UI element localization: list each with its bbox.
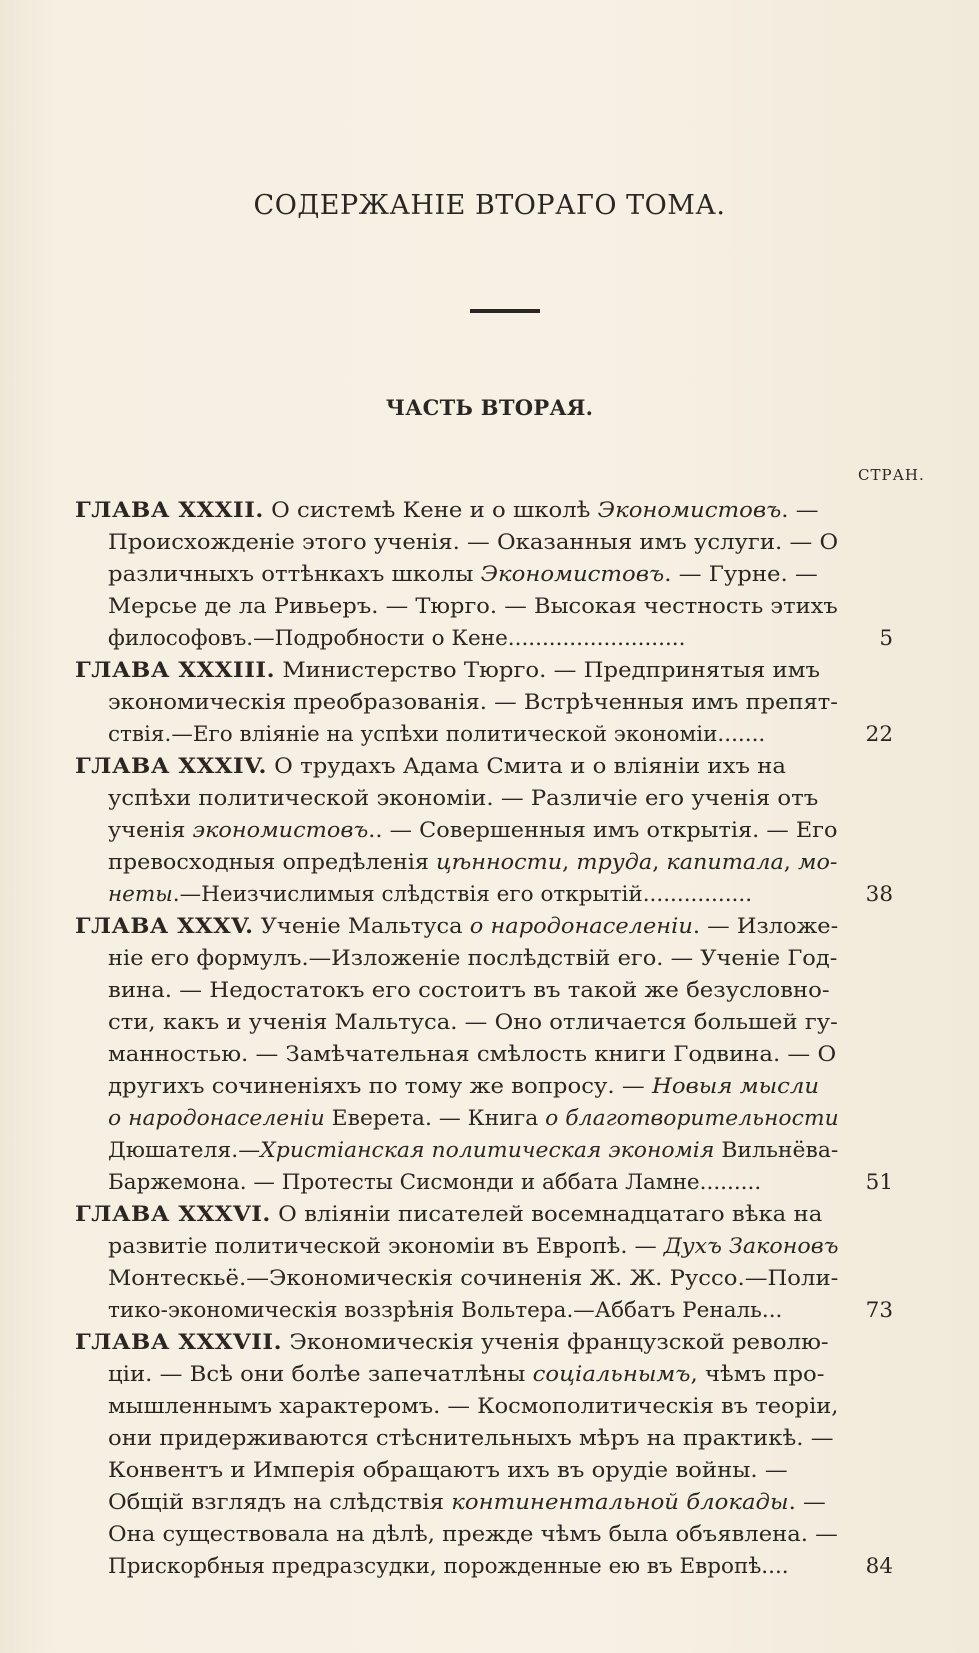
text-run: Мерсье де ла Ривьеръ. — Тюрго. — Высокая честность этихъ	[108, 594, 838, 619]
line-text	[108, 1295, 782, 1327]
italic-term: труда	[576, 850, 653, 875]
italic-term: капитала	[666, 850, 784, 875]
italic-term: Экономистовъ	[480, 562, 665, 587]
chapter-summary-line	[0, 879, 893, 911]
text-run: Вильнёва-	[714, 1138, 839, 1163]
text-run: различныхъ оттѣнкахъ школы	[108, 562, 481, 587]
chapter-number: ГЛАВА XXXVI.	[75, 1202, 271, 1227]
text-run: . — Изложе-	[692, 914, 839, 939]
chapter-summary-line	[0, 687, 893, 719]
chapter-number: ГЛАВА XXXII.	[75, 498, 264, 523]
chapter-summary-line	[0, 1135, 893, 1167]
line-text	[75, 495, 819, 527]
chapter-number: ГЛАВА XXXVII.	[75, 1330, 283, 1355]
text-run: Общій взглядъ на слѣдствія	[108, 1490, 452, 1515]
text-run: Баржемона. — Протесты Сисмонди и аббата Ламне.........	[108, 1170, 762, 1195]
line-text	[108, 1231, 838, 1263]
text-run: . — Гурне. —	[664, 562, 818, 587]
text-run: Конвентъ и Имперія обращаютъ ихъ въ орудіе войны. —	[108, 1458, 788, 1483]
text-run: Ученіе Мальтуса	[253, 914, 470, 939]
chapter-summary-line	[0, 1007, 893, 1039]
italic-term: Экономистовъ	[597, 498, 782, 523]
line-text	[75, 751, 786, 783]
chapter-summary-line	[0, 527, 893, 559]
italic-term: Новыя мысли	[651, 1074, 820, 1099]
line-text	[108, 623, 685, 655]
italic-term: о народонаселеніи	[108, 1106, 325, 1131]
text-run: вина. — Недостатокъ его состоитъ въ такой же безусловно-	[108, 978, 830, 1003]
line-text	[108, 783, 818, 815]
line-text	[108, 879, 752, 911]
text-run: Еверета. — Книга	[324, 1106, 546, 1131]
text-run: О трудахъ Адама Смита и о вліяніи ихъ на	[266, 754, 786, 779]
chapter-summary-line	[0, 783, 893, 815]
chapter-summary-line	[0, 623, 893, 655]
italic-term: неты	[108, 882, 173, 907]
page-number: 51	[865, 1170, 893, 1195]
chapter-heading-line	[0, 1327, 893, 1359]
italic-term: континентальной блокады	[451, 1490, 789, 1515]
page-number: 38	[865, 882, 893, 907]
chapter-summary-line	[0, 1263, 893, 1295]
line-text	[108, 527, 838, 559]
line-text	[108, 1423, 833, 1455]
chapter-summary-line	[0, 719, 893, 751]
line-text	[108, 1039, 836, 1071]
line-text	[108, 1135, 838, 1167]
chapter-summary-line	[0, 1455, 893, 1487]
text-run: , чѣмъ про-	[690, 1362, 825, 1387]
italic-term: о народонаселеніи	[469, 914, 693, 939]
line-text	[108, 1519, 838, 1551]
line-text	[108, 847, 837, 879]
chapter-heading-line	[0, 655, 893, 687]
chapter-heading-line	[0, 495, 893, 527]
line-text	[108, 1007, 838, 1039]
chapter-summary-line	[0, 1359, 893, 1391]
page-number: 73	[865, 1298, 893, 1323]
line-text	[108, 815, 837, 847]
line-text	[108, 943, 837, 975]
text-run: философовъ.—Подробности о Кене..........................	[108, 626, 686, 651]
line-text	[75, 1199, 822, 1231]
page-title: СОДЕРЖАНІЕ ВТОРАГО ТОМА.	[253, 190, 726, 221]
text-run: экономическія преобразованія. — Встрѣченныя имъ препят-	[108, 690, 838, 715]
line-text	[75, 1327, 829, 1359]
chapter-number: ГЛАВА XXXIII.	[75, 658, 276, 683]
text-run: развитіе политической экономіи въ Европѣ. —	[108, 1234, 664, 1259]
text-run: тико-экономическія воззрѣнія Вольтера.—Аббатъ Реналь...	[108, 1298, 783, 1323]
line-text	[108, 687, 838, 719]
line-text	[108, 975, 830, 1007]
chapter-summary-line	[0, 559, 893, 591]
text-run: ціи. — Всѣ они болѣе запечатлѣны	[108, 1362, 533, 1387]
italic-term: соціальнымъ	[532, 1362, 691, 1387]
line-text	[108, 559, 818, 591]
chapter-summary-line	[0, 1167, 893, 1199]
page-number: 5	[879, 626, 893, 651]
line-text	[108, 1103, 839, 1135]
chapter-heading-line	[0, 911, 893, 943]
line-text	[108, 1071, 819, 1103]
text-run: Прискорбныя предразсудки, порожденные ею въ Европѣ....	[108, 1554, 789, 1579]
italic-term: о благотворительности	[545, 1106, 839, 1131]
text-run: Монтескьё.—Экономическія сочиненія Ж. Ж. Руссо.—Поли-	[108, 1266, 839, 1291]
line-text	[108, 1263, 838, 1295]
line-text	[75, 911, 838, 943]
text-run: ученія	[108, 818, 193, 843]
chapter-summary-line	[0, 1519, 893, 1551]
text-run: . —	[781, 498, 819, 523]
chapter-summary-line	[0, 1487, 893, 1519]
line-text	[108, 1487, 826, 1519]
line-text	[108, 1551, 789, 1583]
text-run: успѣхи политической экономіи. — Различіе его ученія отъ	[108, 786, 819, 811]
chapter-summary-line	[0, 1231, 893, 1263]
chapter-heading-line	[0, 1199, 893, 1231]
italic-term: цѣнности	[436, 850, 563, 875]
chapter-summary-line	[0, 1039, 893, 1071]
line-text	[108, 719, 765, 751]
page-number: 22	[865, 722, 893, 747]
chapter-number: ГЛАВА XXXV.	[75, 914, 254, 939]
text-run: ,	[562, 850, 577, 875]
text-run: мышленнымъ характеромъ. — Космополитическія въ теоріи,	[108, 1394, 839, 1419]
text-run: ніе его формулъ.—Изложеніе послѣдствій его. — Ученіе Год-	[108, 946, 838, 971]
part-heading: ЧАСТЬ ВТОРАЯ.	[385, 395, 594, 420]
chapter-summary-line	[0, 1103, 893, 1135]
text-run: превосходныя опредѣленія	[108, 850, 437, 875]
italic-term: мо-	[797, 850, 838, 875]
chapter-summary-line	[0, 1423, 893, 1455]
line-text	[108, 1359, 824, 1391]
chapter-summary-line	[0, 1071, 893, 1103]
text-run: .—Неизчислимыя слѣдствія его открытій................	[172, 882, 753, 907]
chapter-number: ГЛАВА XXXIV.	[75, 754, 267, 779]
line-text	[75, 655, 820, 687]
chapter-summary-line	[0, 975, 893, 1007]
chapter-summary-line	[0, 1295, 893, 1327]
text-run: сти, какъ и ученія Мальтуса. — Оно отличается большей гу-	[108, 1010, 838, 1035]
text-run: другихъ сочиненіяхъ по тому же вопросу. —	[108, 1074, 652, 1099]
text-run: ,	[652, 850, 667, 875]
title-rule	[470, 309, 540, 313]
text-run: Дюшателя.—	[108, 1138, 261, 1163]
text-run: О системѣ Кене и о школѣ	[263, 498, 598, 523]
text-run: Она существовала на дѣлѣ, прежде чѣмъ была объявлена. —	[108, 1522, 838, 1547]
chapter-summary-line	[0, 1551, 893, 1583]
chapter-summary-line	[0, 847, 893, 879]
text-run: Экономическія ученія французской револю-	[282, 1330, 829, 1355]
text-run: манностью. — Замѣчательная смѣлость книги Годвина. — О	[108, 1042, 837, 1067]
line-text	[108, 1167, 761, 1199]
chapter-summary-line	[0, 1391, 893, 1423]
italic-term: Христіанская политическая экономія	[260, 1138, 715, 1163]
text-run: Происхожденіе этого ученія. — Оказанныя имъ услуги. — О	[108, 530, 839, 555]
page-number: 84	[865, 1554, 893, 1579]
chapter-heading-line	[0, 751, 893, 783]
italic-term: экономистовъ	[192, 818, 369, 843]
text-run: .. — Совершенныя имъ открытія. — Его	[368, 818, 838, 843]
line-text	[108, 1391, 838, 1423]
text-run: О вліяніи писателей восемнадцатаго вѣка на	[270, 1202, 823, 1227]
line-text	[108, 591, 838, 623]
text-run: они придерживаются стѣснительныхъ мѣръ на практикѣ. —	[108, 1426, 834, 1451]
text-run: ствія.—Его вліяніе на успѣхи политической экономіи.......	[108, 722, 766, 747]
text-run: . —	[788, 1490, 826, 1515]
chapter-summary-line	[0, 591, 893, 623]
line-text	[108, 1455, 788, 1487]
italic-term: Духъ Законовъ	[663, 1234, 839, 1259]
chapter-summary-line	[0, 943, 893, 975]
text-run: Министерство Тюрго. — Предпринятыя имъ	[275, 658, 820, 683]
page-column-label: СТРАН.	[858, 466, 925, 484]
text-run: ,	[783, 850, 798, 875]
chapter-summary-line	[0, 815, 893, 847]
